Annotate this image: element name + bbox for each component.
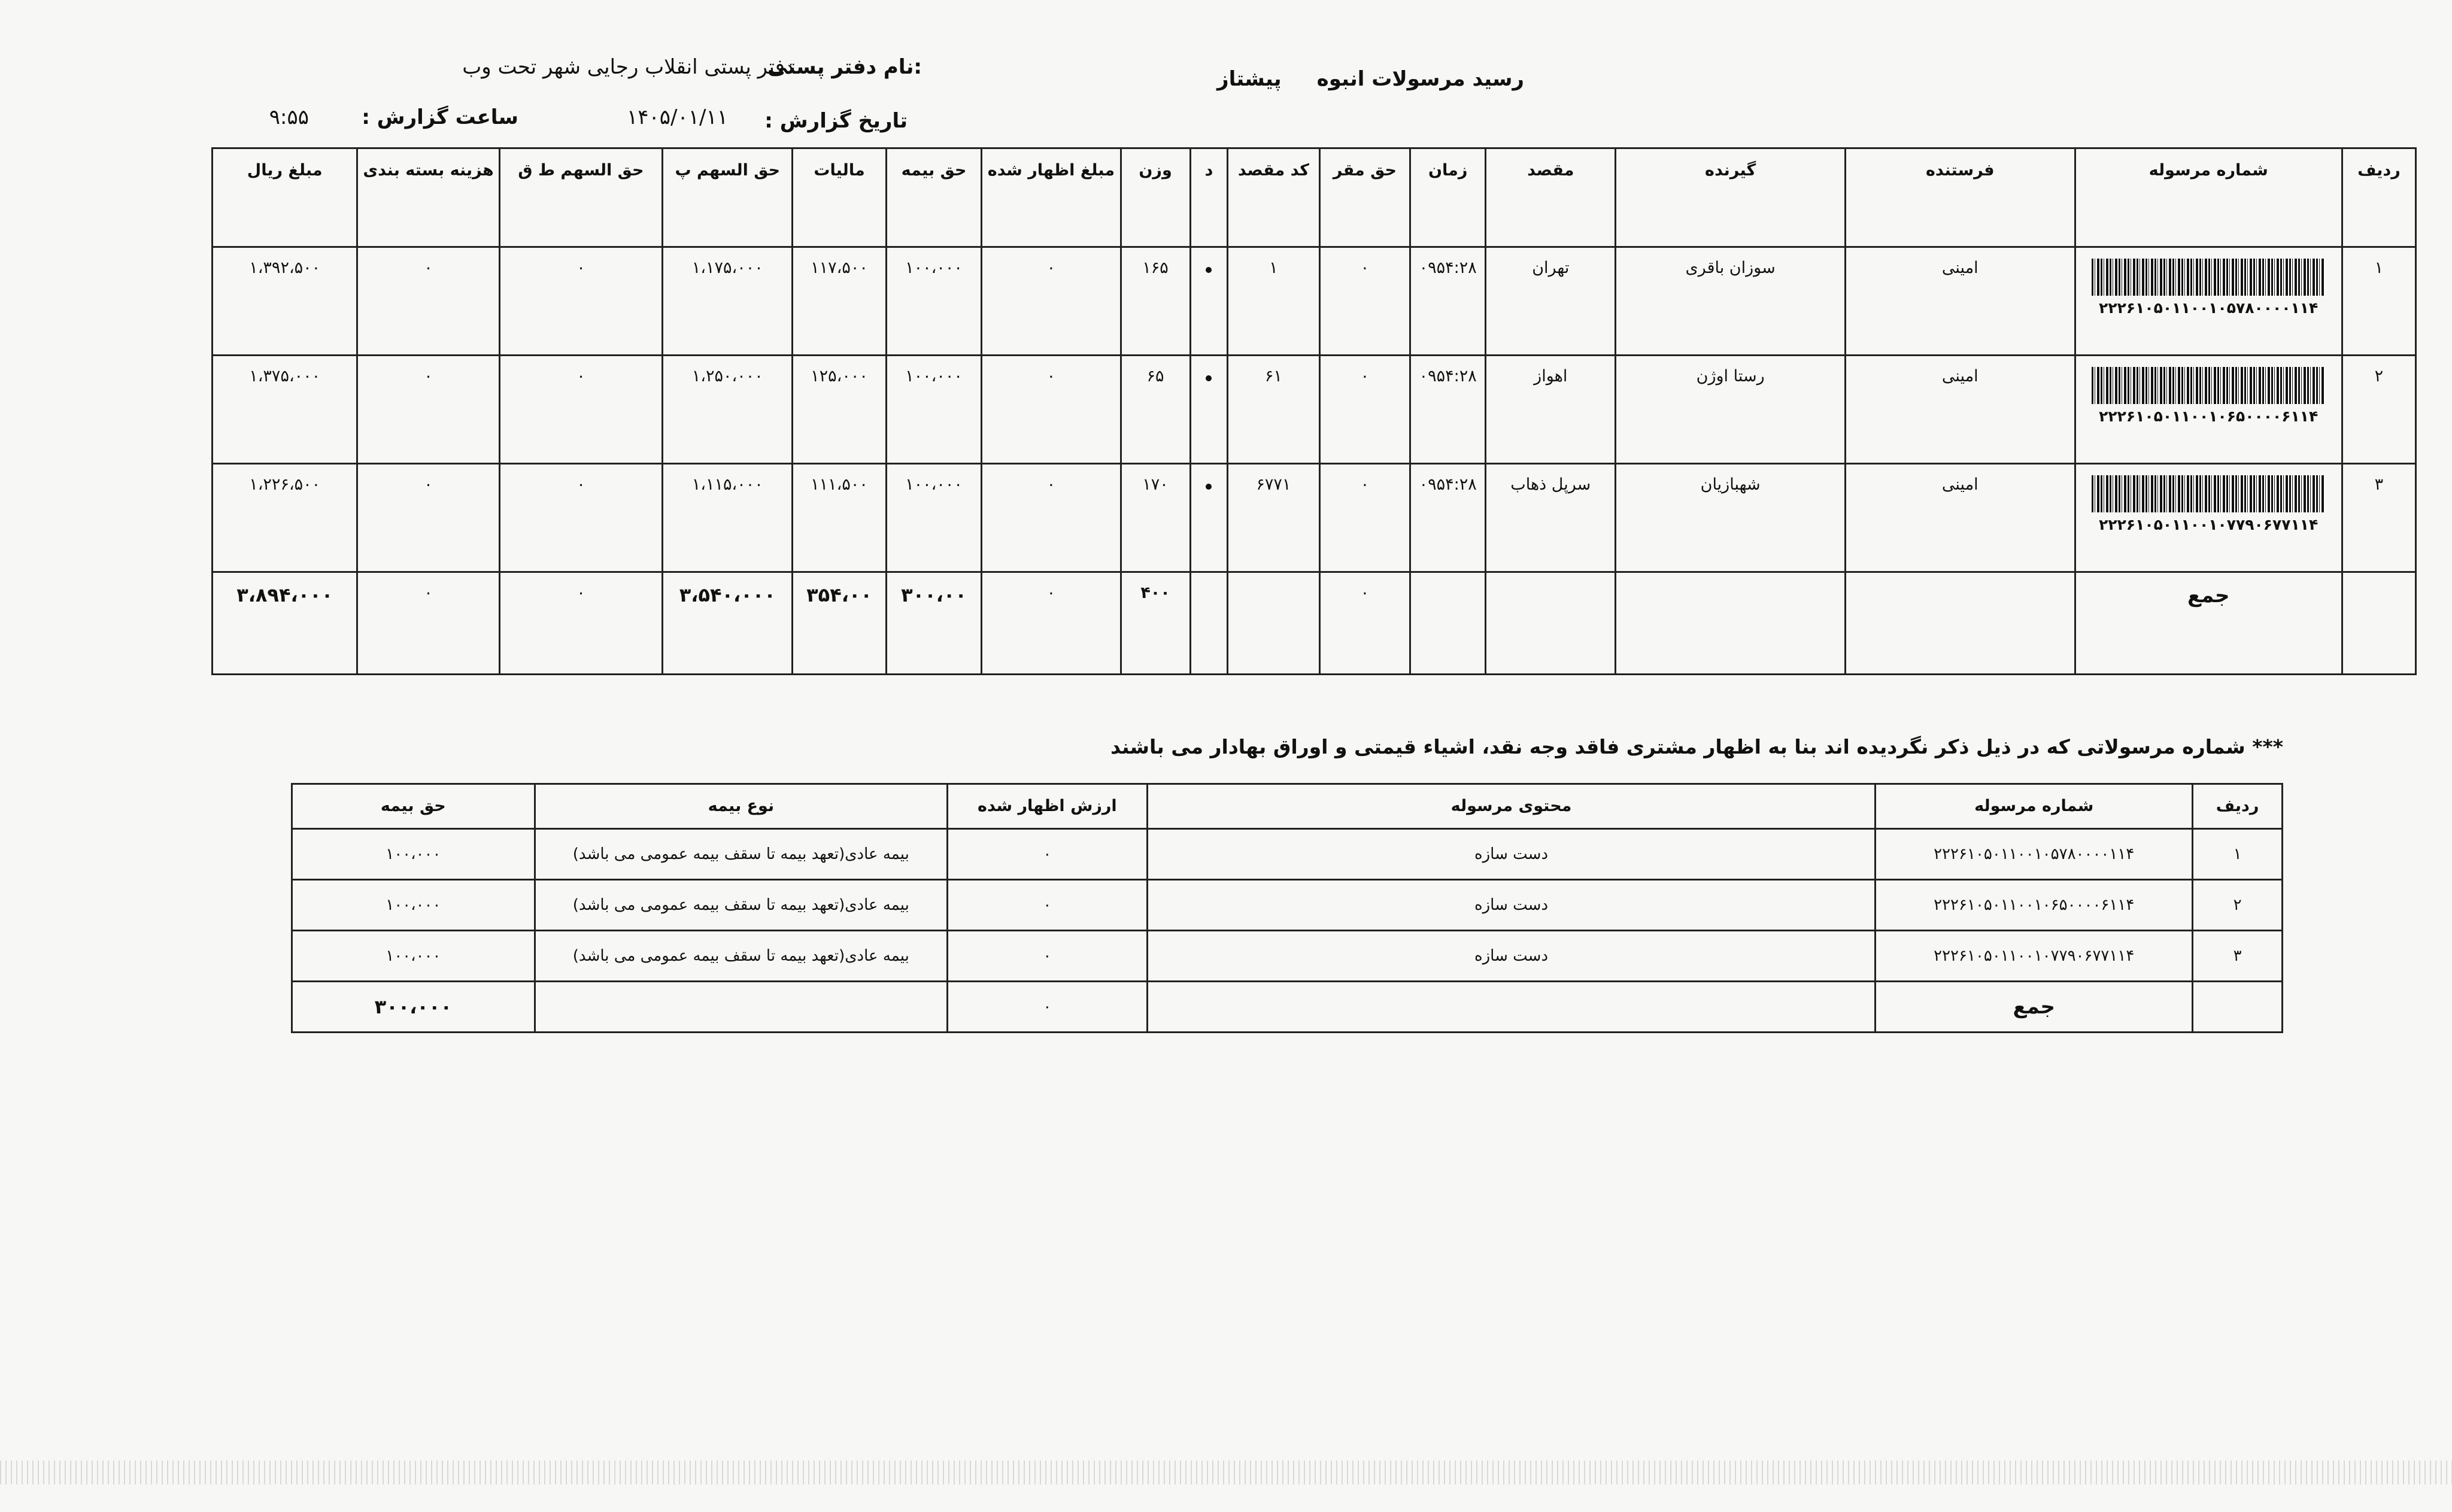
cell-share-tq: ۰ [499,247,663,356]
parcels-table [211,147,2417,675]
ins-cell-content: دست سازه [1147,829,1876,880]
report-time-value: ۹:۵۵ [269,105,309,129]
cell-time: ۰۹۵۴:۲۸ [1410,464,1486,572]
cell-share-p: ۱،۱۱۵،۰۰۰ [663,464,793,572]
col-time: زمان [1410,148,1486,247]
ins-col-insurance-type: نوع بیمه [535,784,947,829]
cell-parcel-number [2075,356,2342,464]
report-time-label: ساعت گزارش : [362,105,518,129]
ins-col-content: محتوی مرسوله [1147,784,1876,829]
cell-share-tq: ۰ [499,356,663,464]
total-share-p: ۳،۵۴۰،۰۰۰ [663,572,793,675]
ins-total-type [535,982,947,1033]
ins-cell-parcel-number: ۲۲۲۶۱۰۵۰۱۱۰۰۱۰۵۷۸۰۰۰۰۱۱۴ [1876,829,2193,880]
cell-share-p: ۱،۱۷۵،۰۰۰ [663,247,793,356]
total-amount: ۳،۸۹۴،۰۰۰ [213,572,357,675]
total-weight: ۴۰۰ [1121,572,1190,675]
total-packing: ۰ [357,572,499,675]
ins-cell-insurance-fee: ۱۰۰،۰۰۰ [292,931,535,982]
cell-amount: ۱،۳۹۲،۵۰۰ [213,247,357,356]
ins-cell-declared: ۰ [948,931,1148,982]
cell-weight: ۱۷۰ [1121,464,1190,572]
barcode-number: ۲۲۲۶۱۰۵۰۱۱۰۰۱۰۵۷۸۰۰۰۰۱۱۴ [2099,299,2319,317]
cell-sender: امینی [1845,464,2075,572]
service-type: پیشتاز [1217,67,1282,91]
bullet-icon [1206,267,1212,273]
barcode-number: ۲۲۲۶۱۰۵۰۱۱۰۰۱۰۷۷۹۰۶۷۷۱۱۴ [2099,516,2319,533]
total-share-tq: ۰ [499,572,663,675]
office-value: دفتر پستی انقلاب رجایی شهر تحت وب [462,55,794,79]
cell-dest-code: ۶۷۷۱ [1228,464,1319,572]
table-row [292,829,2283,880]
cell-packing: ۰ [357,464,499,572]
report-title [1217,67,1524,91]
cell-tax: ۱۱۱،۵۰۰ [793,464,886,572]
cell-weight: ۱۶۵ [1121,247,1190,356]
ins-col-declared: ارزش اظهار شده [948,784,1148,829]
barcode-image [2092,475,2325,512]
cell-receiver: رستا اوژن [1616,356,1846,464]
report-date-label: تاریخ گزارش : [764,109,908,133]
col-share-p: حق السهم پ [663,148,793,247]
cell-receiver: شهبازیان [1616,464,1846,572]
ins-cell-insurance-type: بیمه عادی(تعهد بیمه تا سقف بیمه عمومی می باشد) [535,829,947,880]
col-parcel-number: شماره مرسوله [2075,148,2342,247]
table-row [292,880,2283,931]
total-sender [1845,572,2075,675]
cell-tax: ۱۲۵،۰۰۰ [793,356,886,464]
ins-cell-parcel-number: ۲۲۲۶۱۰۵۰۱۱۰۰۱۰۷۷۹۰۶۷۷۱۱۴ [1876,931,2193,982]
cell-parcel-number [2075,464,2342,572]
col-radif: ردیف [2342,148,2415,247]
cell-packing: ۰ [357,247,499,356]
total-d [1190,572,1228,675]
ins-cell-content: دست سازه [1147,931,1876,982]
ins-total-fee: ۳۰۰،۰۰۰ [292,982,535,1033]
office-label: نام دفتر پستی: [767,55,922,79]
col-d: د [1190,148,1228,247]
ins-cell-declared: ۰ [948,880,1148,931]
barcode-number: ۲۲۲۶۱۰۵۰۱۱۰۰۱۰۶۵۰۰۰۰۶۱۱۴ [2099,408,2319,425]
cell-packing: ۰ [357,356,499,464]
cell-time: ۰۹۵۴:۲۸ [1410,247,1486,356]
ins-cell-radif: ۲ [2193,880,2283,931]
cell-declared: ۰ [982,464,1121,572]
total-haqq-maqar: ۰ [1319,572,1410,675]
ins-cell-radif: ۱ [2193,829,2283,880]
col-share-tq: حق السهم ط ق [499,148,663,247]
barcode-image [2092,367,2325,404]
total-time [1410,572,1486,675]
cell-weight: ۶۵ [1121,356,1190,464]
cell-destination: تهران [1486,247,1616,356]
cell-insurance: ۱۰۰،۰۰۰ [886,356,982,464]
total-row [213,572,2416,675]
table-row [213,464,2416,572]
cell-amount: ۱،۳۷۵،۰۰۰ [213,356,357,464]
col-sender: فرستنده [1845,148,2075,247]
col-amount: مبلغ ریال [213,148,357,247]
cell-radif: ۱ [2342,247,2415,356]
cell-destination: سرپل ذهاب [1486,464,1616,572]
cell-destination: اهواز [1486,356,1616,464]
cell-receiver: سوزان باقری [1616,247,1846,356]
cell-time: ۰۹۵۴:۲۸ [1410,356,1486,464]
cell-haqq-maqar: ۰ [1319,247,1410,356]
declaration-note: *** شماره مرسولاتی که در ذیل ذکر نگردیده اند بنا به اظهار مشتری فاقد وجه نقد، اشیاء قیمتی و اوراق بهادار می باشند [1110,735,2283,758]
cell-radif: ۳ [2342,464,2415,572]
ins-cell-insurance-type: بیمه عادی(تعهد بیمه تا سقف بیمه عمومی می باشد) [535,931,947,982]
cell-haqq-maqar: ۰ [1319,464,1410,572]
cell-d [1190,356,1228,464]
cell-tax: ۱۱۷،۵۰۰ [793,247,886,356]
col-destination: مقصد [1486,148,1616,247]
col-declared: مبلغ اظهار شده [982,148,1121,247]
post-office-value-wrap [462,55,794,79]
table-row [213,356,2416,464]
total-receiver [1616,572,1846,675]
scan-artifact [0,1461,2452,1484]
insurance-total-row [292,982,2283,1033]
cell-insurance: ۱۰۰،۰۰۰ [886,464,982,572]
ins-total-radif [2193,982,2283,1033]
cell-declared: ۰ [982,247,1121,356]
col-dest-code: کد مقصد [1228,148,1319,247]
cell-dest-code: ۶۱ [1228,356,1319,464]
total-dest-code [1228,572,1319,675]
ins-cell-declared: ۰ [948,829,1148,880]
ins-total-declared: ۰ [948,982,1148,1033]
cell-parcel-number [2075,247,2342,356]
insurance-table [291,783,2283,1033]
insurance-header-row [292,784,2283,829]
col-weight: وزن [1121,148,1190,247]
ins-cell-insurance-type: بیمه عادی(تعهد بیمه تا سقف بیمه عمومی می باشد) [535,880,947,931]
col-insurance: حق بیمه [886,148,982,247]
bullet-icon [1206,375,1212,381]
total-tax: ۳۵۴،۰۰ [793,572,886,675]
cell-share-tq: ۰ [499,464,663,572]
cell-declared: ۰ [982,356,1121,464]
table-row [292,931,2283,982]
col-tax: مالیات [793,148,886,247]
cell-d [1190,247,1228,356]
title-text: رسید مرسولات انبوه [1316,67,1524,91]
ins-cell-parcel-number: ۲۲۲۶۱۰۵۰۱۱۰۰۱۰۶۵۰۰۰۰۶۱۱۴ [1876,880,2193,931]
report-date-value: ۱۴۰۵/۰۱/۱۱ [626,105,728,129]
cell-haqq-maqar: ۰ [1319,356,1410,464]
col-haqq-maqar: حق مقر [1319,148,1410,247]
total-radif [2342,572,2415,675]
ins-col-parcel-number: شماره مرسوله [1876,784,2193,829]
cell-sender: امینی [1845,356,2075,464]
cell-d [1190,464,1228,572]
total-insurance: ۳۰۰،۰۰ [886,572,982,675]
cell-amount: ۱،۲۲۶،۵۰۰ [213,464,357,572]
ins-cell-insurance-fee: ۱۰۰،۰۰۰ [292,880,535,931]
cell-sender: امینی [1845,247,2075,356]
ins-total-content [1147,982,1876,1033]
barcode-image [2092,259,2325,296]
cell-dest-code: ۱ [1228,247,1319,356]
total-declared: ۰ [982,572,1121,675]
ins-cell-insurance-fee: ۱۰۰،۰۰۰ [292,829,535,880]
bullet-icon [1206,484,1212,490]
total-destination [1486,572,1616,675]
total-label: جمع [2075,572,2342,675]
table-row [213,247,2416,356]
cell-insurance: ۱۰۰،۰۰۰ [886,247,982,356]
ins-cell-radif: ۳ [2193,931,2283,982]
cell-share-p: ۱،۲۵۰،۰۰۰ [663,356,793,464]
ins-col-radif: ردیف [2193,784,2283,829]
table-header-row [213,148,2416,247]
cell-radif: ۲ [2342,356,2415,464]
col-packing: هزینه بسته بندی [357,148,499,247]
ins-total-label: جمع [1876,982,2193,1033]
col-receiver: گیرنده [1616,148,1846,247]
ins-cell-content: دست سازه [1147,880,1876,931]
ins-col-insurance-fee: حق بیمه [292,784,535,829]
